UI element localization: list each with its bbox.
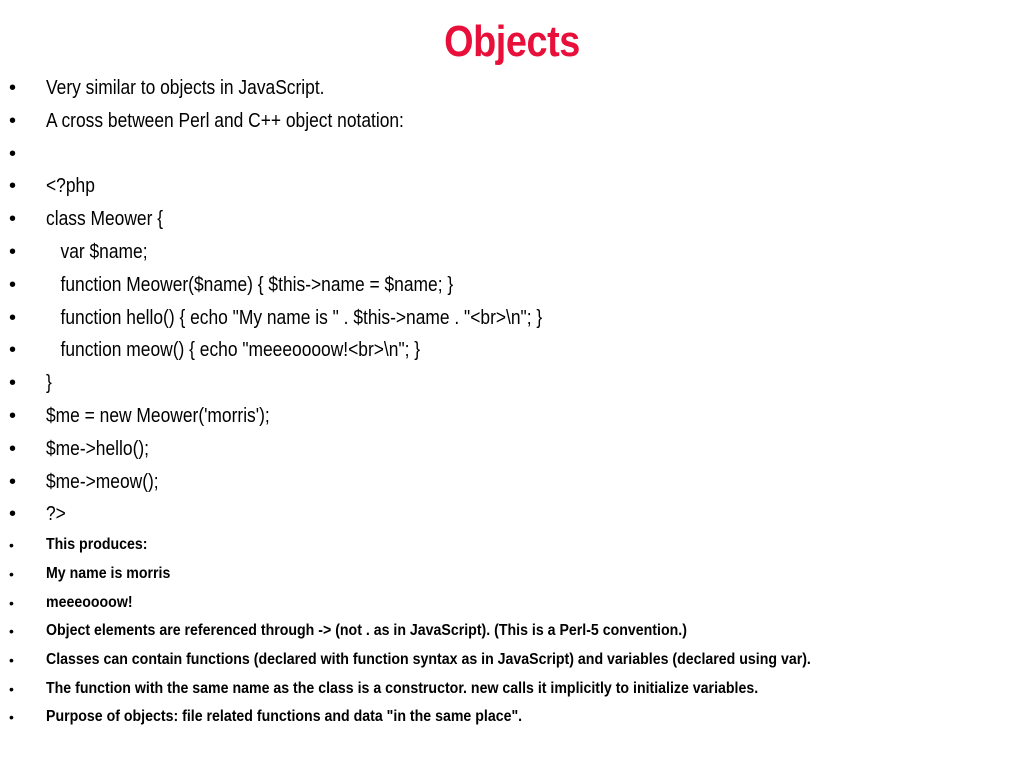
bullet-icon: • bbox=[9, 651, 14, 668]
code-line bbox=[0, 334, 1024, 367]
bullet-icon: • bbox=[9, 623, 14, 640]
bullet-icon: • bbox=[9, 142, 17, 165]
code-text: var $name; bbox=[46, 240, 148, 263]
bullet-text: This produces: bbox=[46, 536, 148, 554]
bullet-icon: • bbox=[9, 372, 17, 395]
code-text: ?> bbox=[46, 503, 66, 526]
code-line bbox=[0, 498, 1024, 531]
bullet-icon: • bbox=[9, 306, 17, 329]
bullet-icon: • bbox=[9, 339, 17, 362]
bullet-icon: • bbox=[9, 77, 17, 99]
bullet-item bbox=[0, 560, 1024, 589]
code-text: function hello() { echo "My name is " . $this->name . "<br>\n"; } bbox=[46, 306, 543, 329]
bullet-item bbox=[0, 589, 1024, 618]
bullet-icon: • bbox=[9, 470, 17, 493]
bullet-icon: • bbox=[9, 565, 14, 582]
bullet-text: Very similar to objects in JavaScript. bbox=[46, 77, 325, 99]
bullet-item bbox=[0, 675, 1024, 704]
slide-title: Objects bbox=[444, 17, 580, 66]
bullet-icon: • bbox=[9, 208, 17, 231]
bullet-item bbox=[0, 72, 1024, 105]
code-line bbox=[0, 466, 1024, 499]
code-line bbox=[0, 302, 1024, 335]
bullet-icon: • bbox=[9, 503, 17, 526]
code-line bbox=[0, 236, 1024, 269]
bullet-item bbox=[0, 105, 1024, 138]
code-line bbox=[0, 367, 1024, 400]
bullet-icon: • bbox=[9, 240, 17, 263]
code-line bbox=[0, 433, 1024, 466]
bullet-text: Object elements are referenced through -> (not . as in JavaScript). (This is a Perl-5 convention.) bbox=[46, 622, 687, 640]
bullet-text: Purpose of objects: file related functions and data "in the same place". bbox=[46, 708, 523, 726]
bullet-list bbox=[0, 72, 1024, 732]
bullet-text: A cross between Perl and C++ object notation: bbox=[46, 109, 404, 132]
code-line bbox=[0, 203, 1024, 236]
code-text: } bbox=[46, 372, 52, 395]
code-line bbox=[0, 170, 1024, 203]
bullet-icon: • bbox=[9, 594, 14, 611]
code-text: <?php bbox=[46, 175, 95, 198]
code-text: function meow() { echo "meeeoooow!<br>\n"; } bbox=[46, 339, 421, 362]
bullet-icon: • bbox=[9, 709, 14, 726]
bullet-icon: • bbox=[9, 537, 14, 554]
bullet-text: meeeoooow! bbox=[46, 593, 133, 611]
code-line bbox=[0, 400, 1024, 433]
bullet-item bbox=[0, 646, 1024, 675]
bullet-icon: • bbox=[9, 109, 17, 132]
bullet-text: The function with the same name as the class is a constructor. new calls it implicitly to initialize variables. bbox=[46, 679, 759, 697]
bullet-icon: • bbox=[9, 273, 17, 296]
bullet-item bbox=[0, 703, 1024, 732]
code-line bbox=[0, 269, 1024, 302]
bullet-icon: • bbox=[9, 680, 14, 697]
bullet-text: My name is morris bbox=[46, 564, 171, 582]
bullet-icon: • bbox=[9, 404, 17, 427]
code-text: $me->hello(); bbox=[46, 437, 149, 460]
bullet-icon: • bbox=[9, 437, 17, 460]
bullet-item bbox=[0, 531, 1024, 560]
code-text: class Meower { bbox=[46, 208, 164, 231]
bullet-text: Classes can contain functions (declared with function syntax as in JavaScript) and variables (declared using var). bbox=[46, 650, 811, 668]
bullet-icon: • bbox=[9, 175, 17, 198]
bullet-item bbox=[0, 138, 1024, 171]
bullet-item bbox=[0, 617, 1024, 646]
code-text: $me = new Meower('morris'); bbox=[46, 404, 270, 427]
code-text: function Meower($name) { $this->name = $name; } bbox=[46, 273, 454, 296]
code-text: $me->meow(); bbox=[46, 470, 159, 493]
